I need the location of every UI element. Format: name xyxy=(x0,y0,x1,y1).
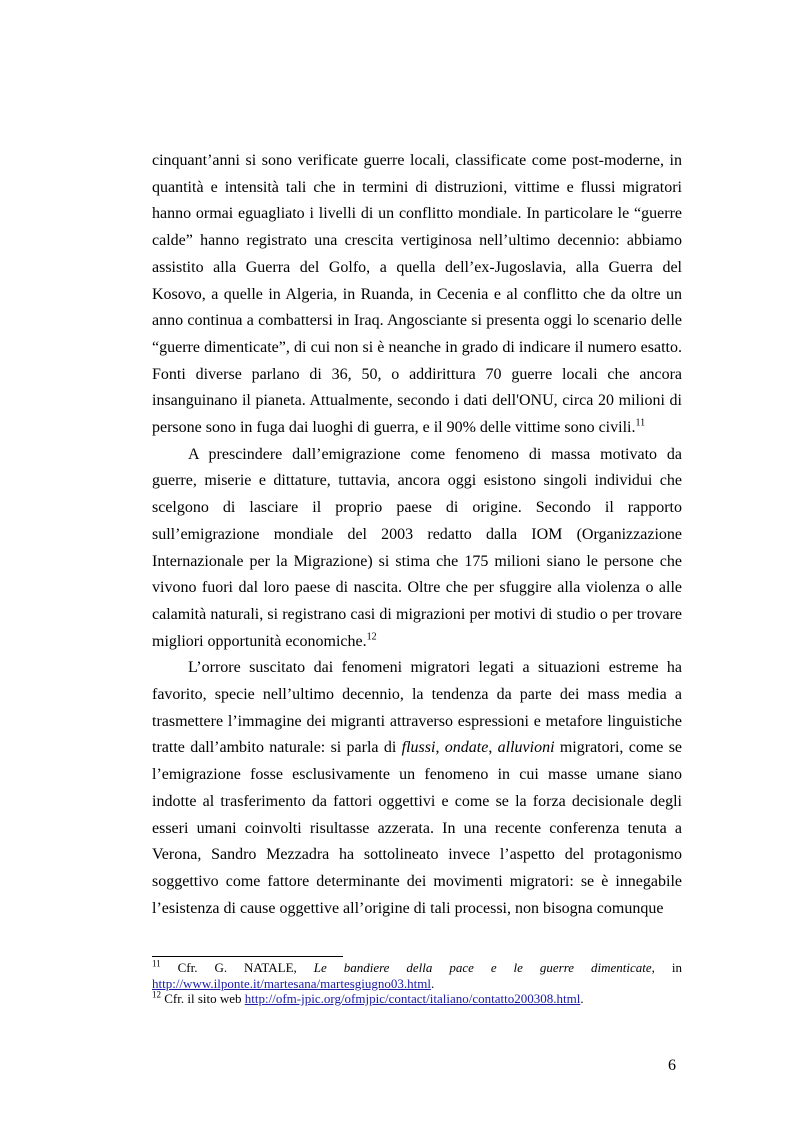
paragraph-1 xyxy=(152,148,682,442)
footnote-11 xyxy=(152,960,682,991)
separator: , xyxy=(435,739,445,757)
page-number: 6 xyxy=(668,1057,676,1074)
footnote-separator xyxy=(152,956,343,957)
body-text xyxy=(152,148,682,922)
italic-term-alluvioni: alluvioni xyxy=(497,739,555,757)
footnote-ref-12[interactable]: 12 xyxy=(366,631,377,643)
footnote-ref-11[interactable]: 11 xyxy=(635,417,646,429)
paragraph-1-text: cinquant’anni si sono verificate guerre locali, classificate come post-moderne, in quantità e intensità tali che in termini di distruzioni, vittime e flussi migratori hanno ormai eguagliato i livelli di un conflitto mondiale. In particolare le “guerre calde” hanno registrato una crescita vertiginosa nell’ultimo decennio: abbiamo assistito alla Guerra del Golfo, a quella dell’ex-Jugoslavia, alla Guerra del Kosovo, a quelle in Algeria, in Ruanda, in Cecenia e al conflitto che da oltre un anno continua a combattersi in Iraq. Angosciante si presenta oggi lo scenario delle “guerre dimenticate”, di cui non si è neanche in grado di indicare il numero esatto. Fonti diverse parlano di 36, 50, o addirittura 70 guerre locali che ancora insanguinano il pianeta. Attualmente, secondo i dati dell'ONU, circa 20 milioni di persone sono in fuga dai luoghi di guerra, e il 90% delle vittime sono civili. xyxy=(152,152,682,437)
footnote-title: Le bandiere della pace e le guerre dimenticate xyxy=(313,960,652,975)
footnote-link[interactable]: http://ofm-jpic.org/ofmjpic/contact/italiano/contatto200308.html xyxy=(244,991,581,1006)
separator: , xyxy=(488,739,498,757)
paragraph-2 xyxy=(152,442,682,656)
paragraph-2-text: A prescindere dall’emigrazione come fenomeno di massa motivato da guerre, miserie e dittature, tuttavia, ancora oggi esistono singoli individui che scelgono di lasciare il proprio paese di origine. Secondo il rapporto sull’emigrazione mondiale del 2003 redatto dalla IOM (Organizzazione Internazionale per la Migrazione) si stima che 175 milioni siano le persone che vivono fuori dal loro paese di nascita. Oltre che per sfuggire alla violenza o alle calamità naturali, si registrano casi di migrazioni per motivi di studio o per trovare migliori opportunità economiche. xyxy=(152,445,682,650)
footnotes xyxy=(152,960,682,1007)
footnote-text: Cfr. il sito web xyxy=(161,991,245,1006)
footnote-text: . xyxy=(580,991,584,1006)
footnote-text: , in xyxy=(651,960,682,975)
italic-term-ondate: ondate xyxy=(444,739,489,757)
paragraph-3-text-b: migratori, come se l’emigrazione fosse esclusivamente un fenomeno in cui masse umane siano indotte al trasferimento da fattori oggettivi e come se la forza decisionale degli esseri umani coinvolti risultasse azzerata. In una recente conferenza tenuta a Verona, Sandro Mezzadra ha sottolineato invece l’aspetto del protagonismo soggettivo come fattore determinante dei movimenti migratori: se è innegabile l’esistenza di cause oggettive all’origine di tali processi, non bisogna comunque xyxy=(152,739,683,917)
italic-term-flussi: flussi xyxy=(401,739,436,757)
footnote-number: 11 xyxy=(152,958,161,969)
footnote-text: . xyxy=(430,975,435,991)
footnote-text: Cfr. G. NATALE, xyxy=(160,960,314,975)
footnote-12 xyxy=(152,991,682,1007)
footnote-link[interactable]: http://www.ilponte.it/martesana/martesgiugno03.html xyxy=(152,975,431,991)
footnote-number: 12 xyxy=(152,989,161,1000)
paragraph-3-text-a: L’orrore suscitato dai fenomeni migratori legati a situazioni estreme ha favorito, specie nell’ultimo decennio, la tendenza da parte dei mass media a trasmettere l’immagine dei migranti attraverso espressioni e metafore linguistiche tratte dall’ambito naturale: si parla di xyxy=(152,659,682,757)
paragraph-3 xyxy=(152,655,682,922)
